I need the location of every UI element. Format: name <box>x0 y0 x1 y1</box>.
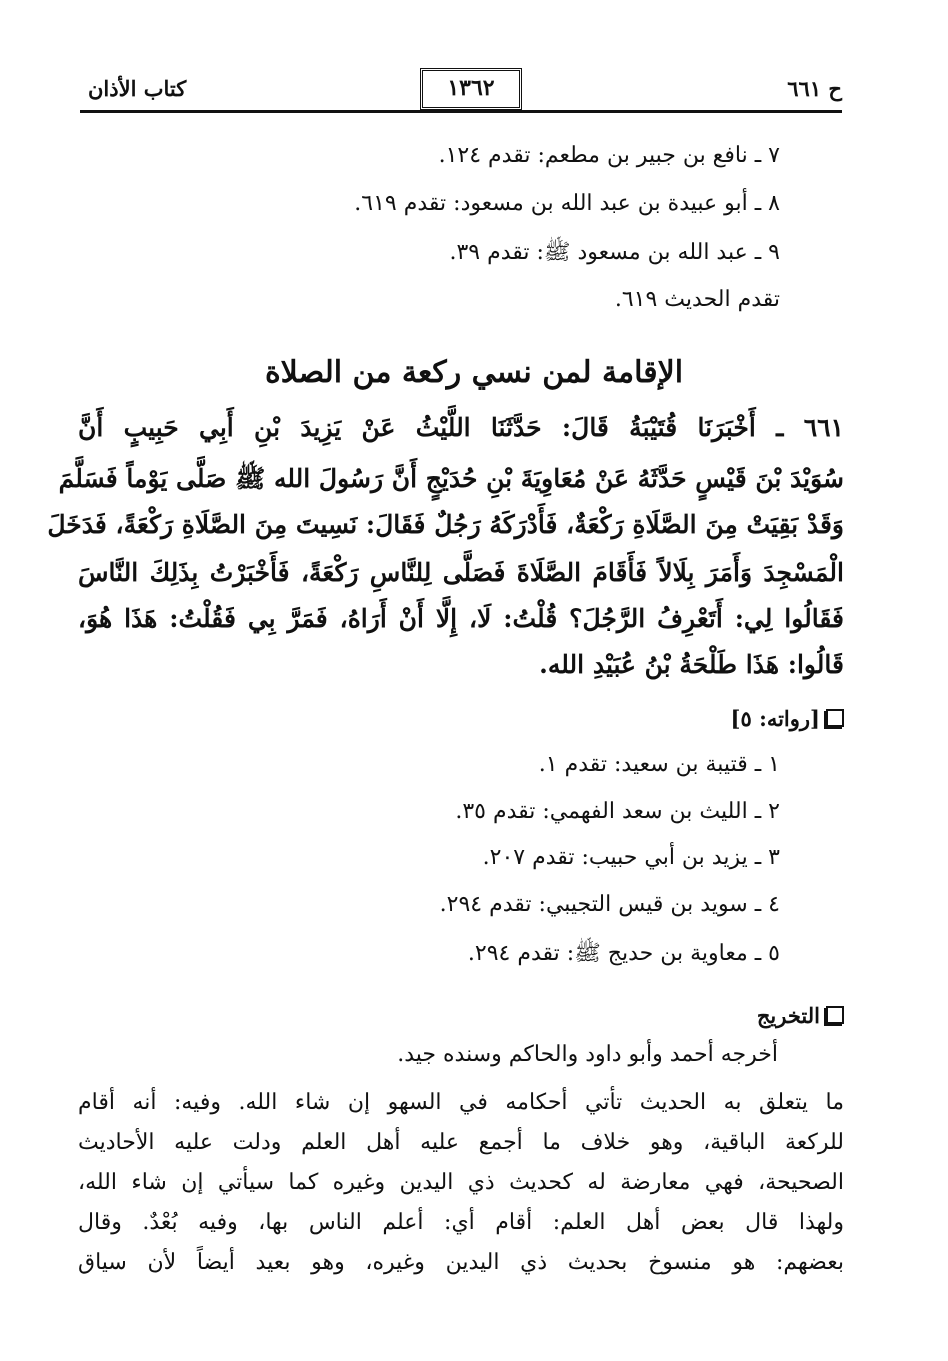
page-number: ١٣٦٢ <box>420 68 522 110</box>
narrators-heading: [رواته: ٥] <box>731 706 844 731</box>
checkbox-square-icon <box>826 709 844 727</box>
chapter-title: الإقامة لمن نسي ركعة من الصلاة <box>264 355 684 390</box>
page-header <box>80 68 842 108</box>
commentary-line: الصحيحة، فهي معارضة له كحديث ذي اليدين وغيره كما سيأتي إن شاء الله، <box>78 1170 844 1195</box>
book-title: كتاب الأذان <box>88 76 187 101</box>
takhrij-heading: التخريج <box>757 1003 844 1028</box>
narrator-line: ١ ـ قتيبة بن سعيد: تقدم ١. <box>538 752 780 777</box>
hadith-line: فَقَالُوا لِي: أَتَعْرِفُ الرَّجُلَ؟ قُلْتُ: لَا، إِلَّا أَنْ أَرَاهُ، فَمَرَّ بِي فَقُلْتُ: هَذَا هُوَ، <box>78 604 844 633</box>
narrator-line: ٥ ـ معاوية بن حديج ﷺ: تقدم ٢٩٤. <box>467 941 780 966</box>
narrator-line: ٩ ـ عبد الله بن مسعود ﷺ: تقدم ٣٩. <box>449 240 780 265</box>
takhrij-intro: أخرجه أحمد وأبو داود والحاكم وسنده جيد. <box>397 1042 778 1067</box>
hadith-line: ٦٦١ ـ أَخْبَرَنَا قُتَيْبَةُ قَالَ: حَدَّثَنَا اللَّيْثُ عَنْ يَزِيدَ بْنِ أَبِي حَبِيبٍ أَنَّ <box>78 413 844 442</box>
checkbox-square-icon <box>826 1006 844 1024</box>
narrator-line: ٧ ـ نافع بن جبير بن مطعم: تقدم ١٢٤. <box>438 143 780 168</box>
hadith-line: سُوَيْدَ بْنَ قَيْسٍ حَدَّثَهُ عَنْ مُعَاوِيَةَ بْنِ حُدَيْجٍ أَنَّ رَسُولَ الله ﷺ صَلَّى يَوْماً فَسَلَّمَ <box>58 464 844 493</box>
hadith-line: الْمَسْجِدَ وَأَمَرَ بِلَالاً فَأَقَامَ الصَّلَاةَ فَصَلَّى لِلنَّاسِ رَكْعَةً، فَأَخْبَرْتُ بِذَلِكَ النَّاسَ <box>78 558 844 587</box>
header-rule <box>80 110 842 113</box>
commentary-line: للركعة الباقية، وهو خلاف ما أجمع عليه أهل العلم ودلت عليه الأحاديث <box>78 1130 844 1155</box>
commentary-line: ما يتعلق به الحديث تأتي أحكامه في السهو إن شاء الله. وفيه: أنه أقام <box>78 1090 844 1115</box>
narrator-line: ٤ ـ سويد بن قيس التجيبي: تقدم ٢٩٤. <box>439 892 780 917</box>
narrator-line: ٢ ـ الليث بن سعد الفهمي: تقدم ٣٥. <box>455 799 780 824</box>
hadith-line: وَقَدْ بَقِيَتْ مِنَ الصَّلَاةِ رَكْعَةٌ، فَأَدْرَكَهُ رَجُلٌ فَقَالَ: نَسِيتَ مِنَ الصَّلَاةِ رَكْعَةً، فَدَخَلَ <box>47 510 844 539</box>
narrator-line: ٨ ـ أبو عبيدة بن عبد الله بن مسعود: تقدم ٦١٩. <box>354 191 780 216</box>
commentary-line: ولهذا قال بعض أهل العلم: أقام أي: أعلم الناس بها، وفيه بُعْدٌ. وقال <box>78 1210 844 1235</box>
narrator-line: ٣ ـ يزيد بن أبي حبيب: تقدم ٢٠٧. <box>482 845 780 870</box>
narrator-note: تقدم الحديث ٦١٩. <box>614 287 780 312</box>
hadith-line: قَالُوا: هَذَا طَلْحَةُ بْنُ عُبَيْدِ الله. <box>539 650 844 679</box>
commentary-line: بعضهم: هو منسوخ بحديث ذي اليدين وغيره، وهو بعيد أيضاً لأن سياق <box>78 1250 844 1275</box>
hadith-reference: ح ٦٦١ <box>787 76 842 101</box>
